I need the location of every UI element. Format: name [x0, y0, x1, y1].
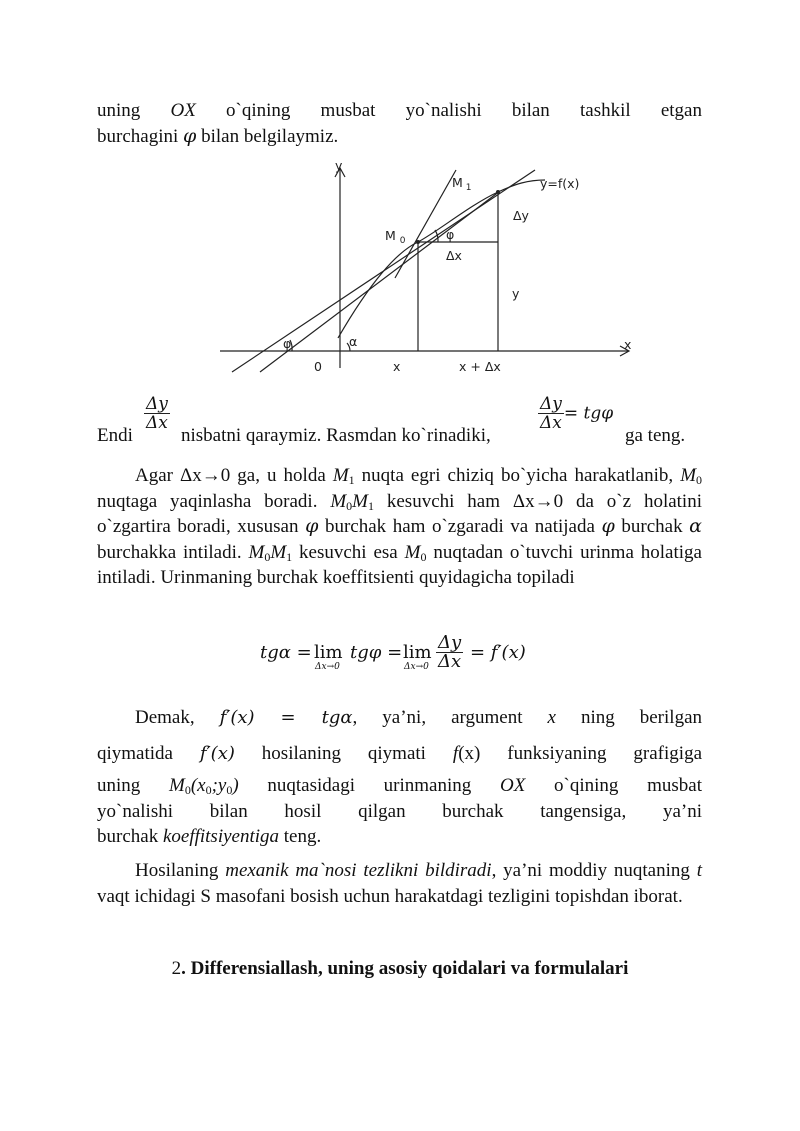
curve-path [338, 180, 545, 338]
dy-label: Δy [513, 208, 529, 223]
derivative-formula: tgα = lim Δx→0 tgφ = lim Δx→0 $\frac{\Delta y}{\Delta x}$ = f′(x) [260, 632, 526, 672]
paragraph-demak: Demak, f′(x) = tgα, ya’ni, argument x ning berilgan qiymatida f′(x) hosilaning qiymati f(x) funksiyaning grafigiga uning $M_0(x_0;y_0)$ nuqtasidagi urinmaning OX o`qining musbat yo`nalishi bilan hosil qilgan burchak tangensiga, ya’ni burchak koeffitsiyentiga teng. [97, 707, 703, 847]
m0-point [416, 240, 420, 244]
phi-bottom-label: φ [283, 336, 292, 351]
y-axis-label: y [335, 158, 343, 173]
paragraph-mechanical: Hosilaning mexanik ma`nosi tezlikni bildiradi, ya’ni moddiy nuqtaning t vaqt ichidagi S masofani bosish uchun harakatdagi tezligini topishdan iborat. [97, 860, 703, 907]
dx-label: Δx [446, 248, 462, 263]
tangent-line [232, 170, 535, 372]
phi-top-label: φ [446, 227, 455, 242]
alpha-label: α [349, 334, 358, 349]
m0-label: M $_0$ [385, 228, 406, 246]
ratio-fraction: $\frac{\Delta y}{\Delta x}$ [146, 394, 168, 433]
intro-line-1: uning OX o`qining musbat yo`nalishi bilan tashkil etgan [97, 100, 702, 121]
origin-label: 0 [314, 359, 322, 374]
section-heading: 2. Differensiallash, uning asosiy qoidalari va formulalari [171, 958, 629, 979]
tick-x-dx-label: x + Δx [459, 359, 501, 374]
intro-line-2: burchagini φ bilan belgilaymiz. [97, 125, 339, 147]
secant-line [260, 191, 500, 372]
endi-line [97, 395, 702, 447]
tangent-secant-figure [0, 0, 800, 400]
endi-end: ga teng. [625, 425, 686, 446]
x-axis-label: x [624, 337, 632, 352]
endi-word: Endi [97, 425, 133, 446]
endi-text: nisbatni qaraymiz. Rasmdan ko`rinadiki, [181, 425, 491, 446]
m1-point [496, 190, 500, 194]
endi-equation: $\frac{\Delta y}{\Delta x}$ = tgφ [540, 394, 614, 433]
curve-label: y=f(x) [540, 176, 580, 191]
tick-x-label: x [393, 359, 401, 374]
paragraph-limit: Agar Δx→0 ga, u holda $M_1$ nuqta egri chiziq bo`yicha harakatlanib, $M_0$ nuqtaga yaqinlasha boradi. $M_0M_1$ kesuvchi ham Δx→0 da o`z holatini o`zgartira boradi, xususan φ burchak ham o`zgaradi va natijada φ burchak α burchakka intiladi. $M_0M_1$ kesuvchi esa $M_0$ nuqtadan o`tuvchi urinma holatiga intiladi. Urinmaning burchak koeffitsienti quyidagicha topiladi [97, 465, 703, 588]
m1-label: M $_1$ [452, 175, 472, 193]
y-value-label: y [512, 286, 520, 301]
